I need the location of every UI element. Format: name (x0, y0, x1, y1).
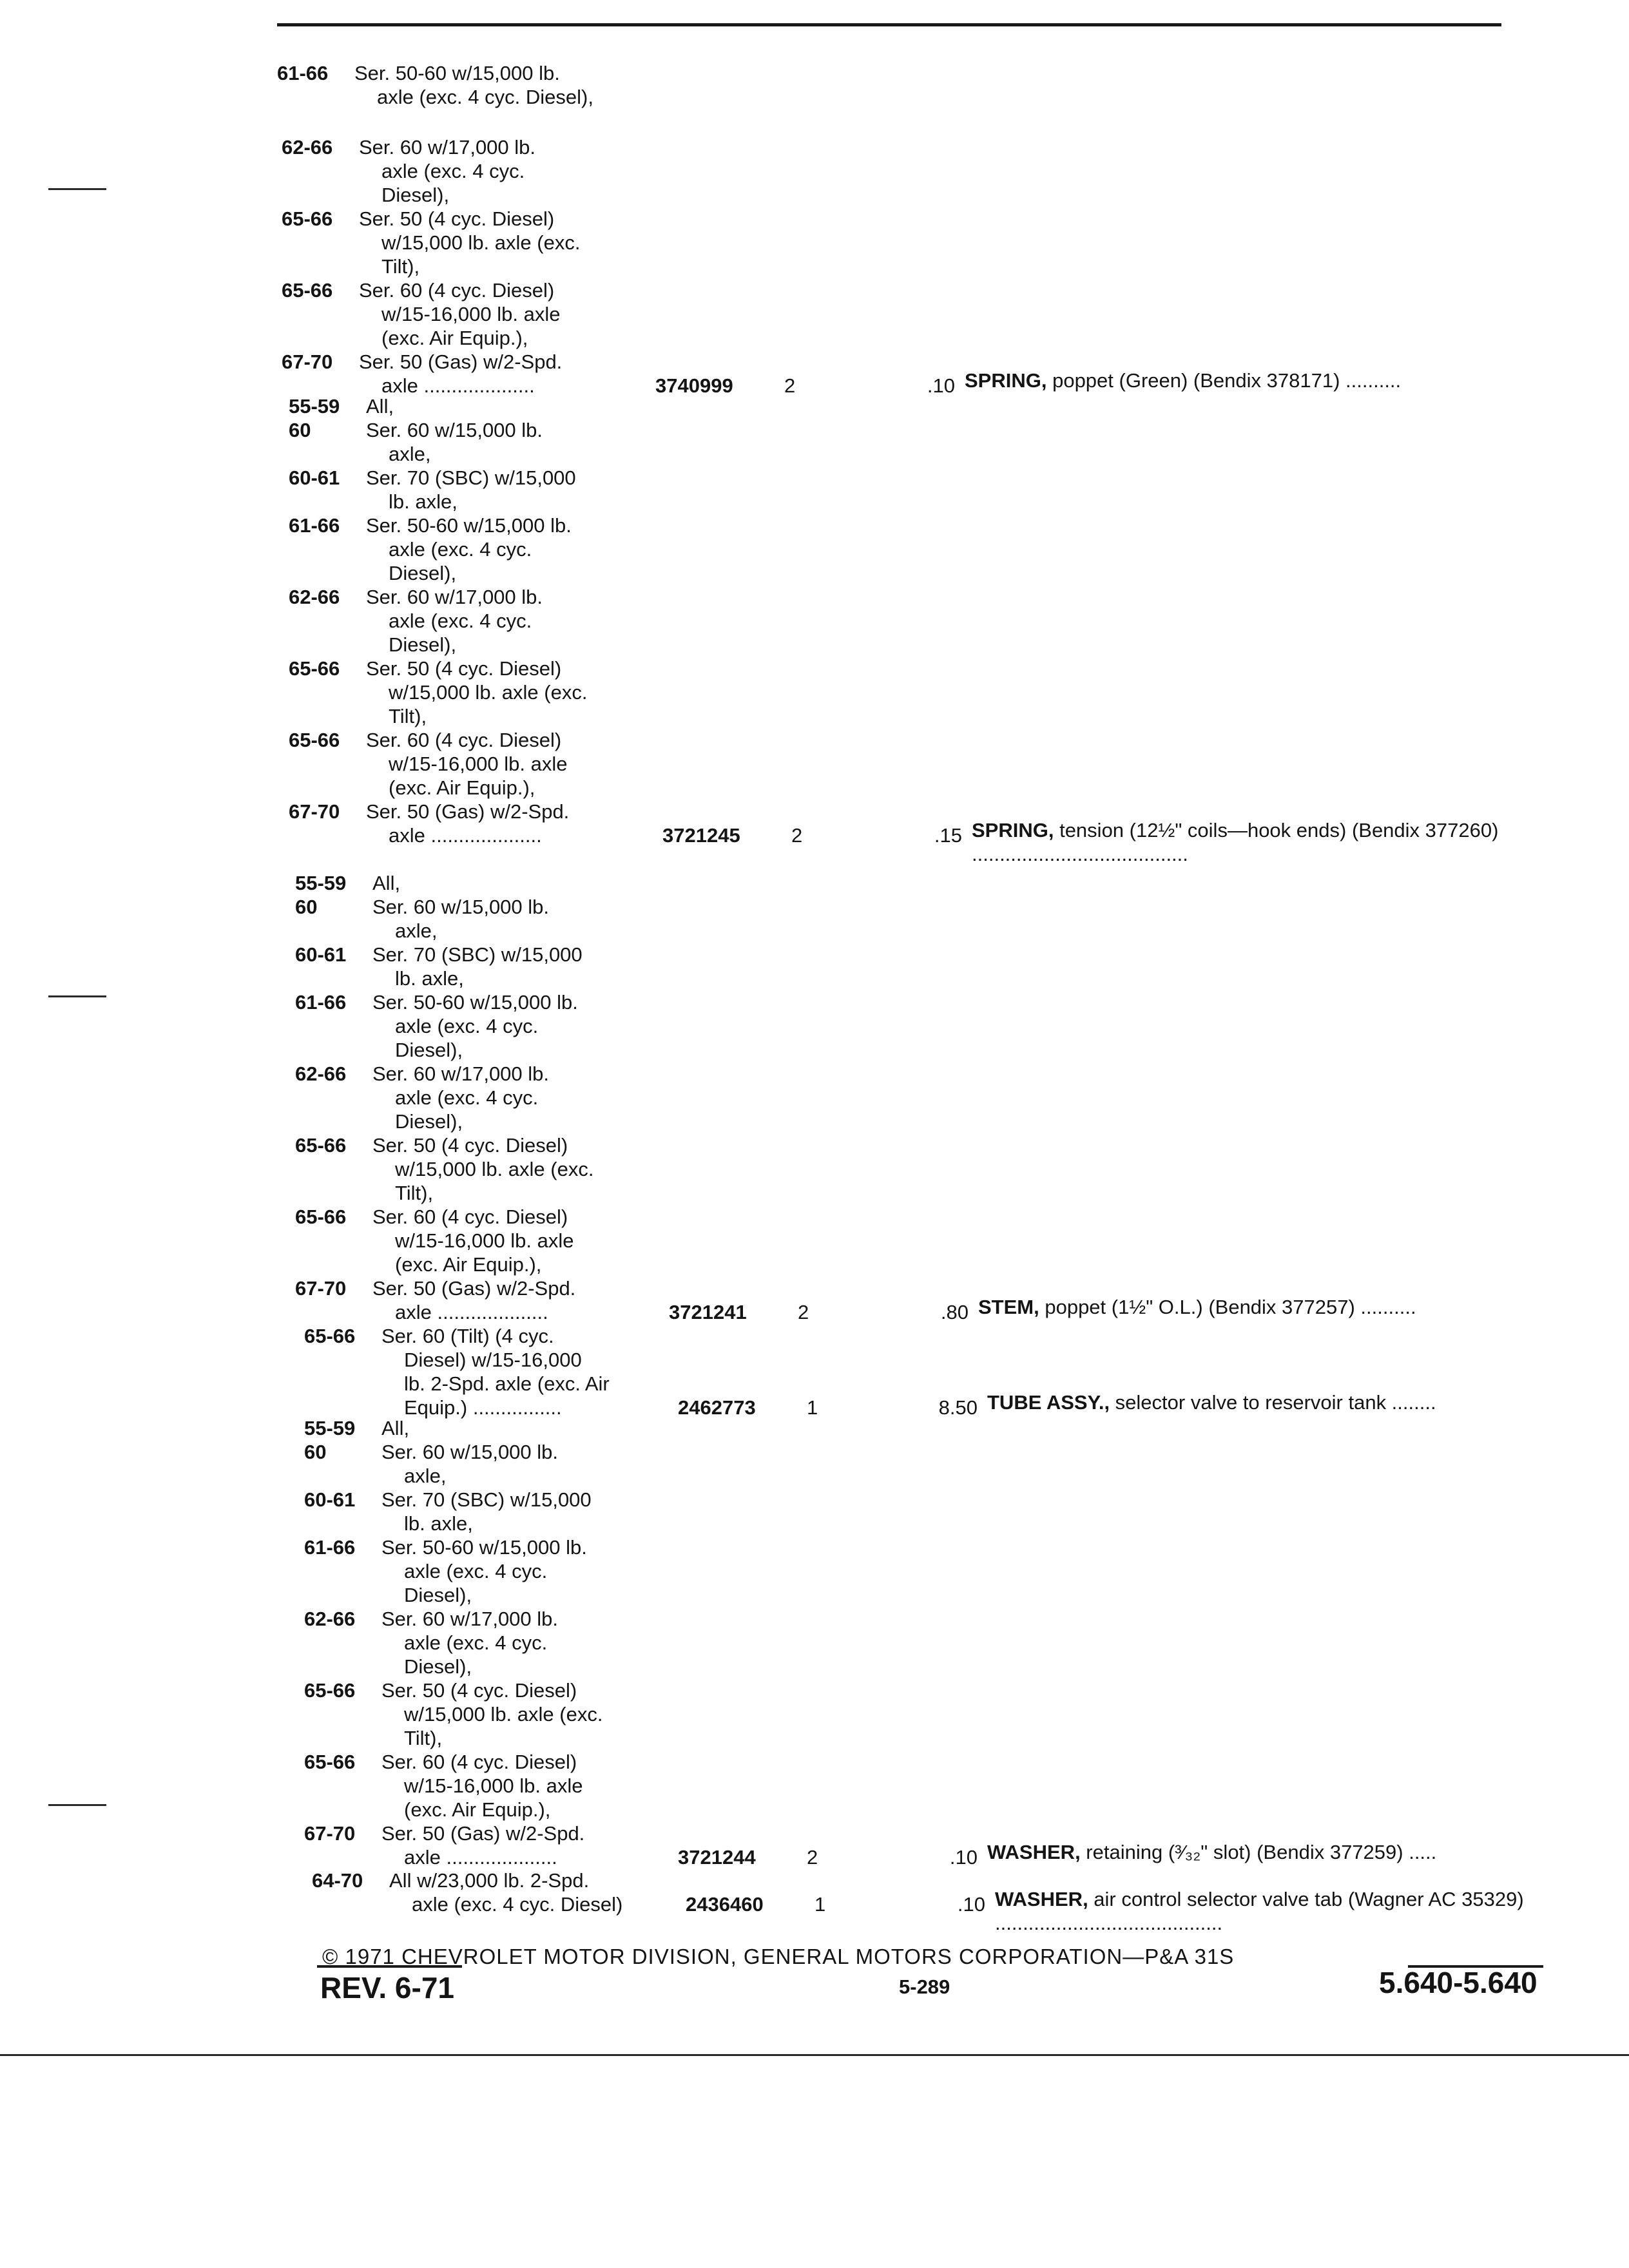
model-years: 55-59 (289, 395, 340, 418)
application-text: Ser. 50 (4 cyc. Diesel) (381, 1679, 577, 1702)
application-text: Ser. 50 (4 cyc. Diesel) (372, 1134, 568, 1157)
application-text: Ser. 60 (4 cyc. Diesel) (381, 1751, 577, 1773)
price: .10 (927, 374, 955, 397)
application-text: Ser. 50-60 w/15,000 lb. (381, 1536, 587, 1559)
part-description (995, 1887, 1575, 1935)
revision-label: REV. 6-71 (320, 1971, 454, 2004)
model-years: 65-66 (304, 1325, 356, 1347)
top-rule (277, 23, 1501, 26)
model-years: 65-66 (304, 1751, 356, 1773)
quantity: 1 (815, 1893, 826, 1916)
model-years: 62-66 (282, 136, 333, 159)
margin-mark (48, 188, 106, 190)
part-detail: poppet (1½" O.L.) (Bendix 377257) .......... (1039, 1296, 1416, 1318)
part-number: 3721245 (662, 824, 740, 847)
application-text: Ser. 60 (4 cyc. Diesel) (372, 1206, 568, 1228)
model-years: 67-70 (304, 1822, 356, 1845)
application-text: All w/23,000 lb. 2-Spd. (389, 1869, 590, 1892)
part-name: WASHER, (995, 1888, 1088, 1910)
part-description (965, 369, 1545, 392)
part-detail: tension (12½" coils—hook ends) (Bendix 377260) ....................................... (972, 819, 1499, 865)
copyright-notice: © 1971 CHEVROLET MOTOR DIVISION, GENERAL MOTORS CORPORATION—P&A 31S (322, 1945, 1235, 1968)
application-text: w/15,000 lb. axle (exc. (381, 231, 581, 254)
part-number: 2436460 (686, 1893, 764, 1916)
part-detail: retaining (³⁄₃₂" slot) (Bendix 377259) ..... (1080, 1841, 1437, 1863)
application-text: Tilt), (381, 255, 420, 278)
application-text: Tilt), (395, 1182, 434, 1204)
model-years: 60 (304, 1441, 327, 1463)
price: .10 (957, 1893, 985, 1916)
part-number: 3740999 (655, 374, 733, 397)
model-years: 65-66 (289, 657, 340, 680)
application-text: (exc. Air Equip.), (381, 327, 528, 349)
application-text: Diesel), (404, 1655, 472, 1678)
application-text: axle .................... (395, 1301, 548, 1323)
application-text: All, (381, 1417, 410, 1439)
application-text: Tilt), (404, 1727, 443, 1749)
application-text: w/15-16,000 lb. axle (395, 1229, 574, 1252)
model-years: 60 (289, 419, 311, 441)
application-text: w/15-16,000 lb. axle (381, 303, 561, 325)
application-text: Ser. 50-60 w/15,000 lb. (366, 514, 572, 537)
price: .80 (940, 1301, 969, 1323)
part-name: WASHER, (987, 1841, 1081, 1863)
model-years: 67-70 (295, 1277, 347, 1300)
application-text: axle (exc. 4 cyc. (381, 160, 525, 182)
application-text: Ser. 50-60 w/15,000 lb. (354, 62, 560, 84)
quantity: 1 (807, 1396, 818, 1419)
model-years: 60-61 (295, 943, 347, 966)
application-text: Ser. 70 (SBC) w/15,000 (381, 1488, 592, 1511)
application-text: Tilt), (389, 705, 427, 727)
application-text: Diesel), (381, 184, 450, 206)
application-text: All, (372, 872, 401, 894)
price: 8.50 (938, 1396, 978, 1419)
application-text: axle (exc. 4 cyc. (389, 610, 532, 632)
model-years: 60-61 (304, 1488, 356, 1511)
application-text: (exc. Air Equip.), (389, 776, 535, 799)
margin-mark (48, 995, 106, 997)
part-name: STEM, (978, 1296, 1039, 1318)
model-years: 62-66 (304, 1608, 356, 1630)
application-text: Equip.) ................ (404, 1396, 562, 1419)
application-text: w/15-16,000 lb. axle (404, 1774, 583, 1797)
model-years: 65-66 (295, 1206, 347, 1228)
part-detail: air control selector valve tab (Wagner AC 35329) ......................................... (995, 1888, 1524, 1934)
application-text: Diesel), (389, 633, 457, 656)
application-text: Ser. 50 (Gas) w/2-Spd. (366, 800, 570, 823)
section-number: 5.640-5.640 (1379, 1966, 1537, 1999)
application-text: Diesel), (389, 562, 457, 584)
application-text: axle .................... (404, 1846, 557, 1869)
quantity: 2 (784, 374, 796, 397)
application-text: axle (exc. 4 cyc. (404, 1560, 548, 1582)
model-years: 61-66 (289, 514, 340, 537)
part-number: 3721241 (669, 1301, 747, 1323)
application-text: axle (exc. 4 cyc. (389, 538, 532, 561)
application-text: lb. axle, (395, 967, 464, 990)
application-text: Ser. 50 (4 cyc. Diesel) (366, 657, 562, 680)
application-text: Ser. 50 (Gas) w/2-Spd. (359, 351, 563, 373)
application-text: Ser. 50-60 w/15,000 lb. (372, 991, 578, 1014)
price: .10 (949, 1846, 978, 1869)
application-text: axle, (404, 1465, 447, 1487)
application-text: Ser. 50 (4 cyc. Diesel) (359, 207, 555, 230)
model-years: 62-66 (295, 1062, 347, 1085)
model-years: 62-66 (289, 586, 340, 608)
page-number: 5-289 (899, 1975, 950, 1998)
model-years: 61-66 (277, 62, 329, 84)
model-years: 67-70 (289, 800, 340, 823)
quantity: 2 (807, 1846, 818, 1869)
application-text: Ser. 60 w/17,000 lb. (366, 586, 543, 608)
model-years: 65-66 (282, 207, 333, 230)
application-text: Ser. 70 (SBC) w/15,000 (366, 466, 576, 489)
part-name: SPRING, (972, 819, 1054, 841)
application-text: (exc. Air Equip.), (395, 1253, 542, 1276)
application-text: w/15-16,000 lb. axle (389, 753, 568, 775)
bottom-rule (0, 2054, 1629, 2056)
model-years: 60-61 (289, 466, 340, 489)
application-text: All, (366, 395, 394, 418)
part-detail: poppet (Green) (Bendix 378171) .......... (1046, 369, 1402, 392)
part-number: 3721244 (678, 1846, 756, 1869)
model-years: 67-70 (282, 351, 333, 373)
quantity: 2 (798, 1301, 809, 1323)
application-text: axle (exc. 4 cyc. (395, 1086, 539, 1109)
application-text: Ser. 60 w/17,000 lb. (372, 1062, 550, 1085)
model-years: 55-59 (295, 872, 347, 894)
application-text: Ser. 60 w/15,000 lb. (372, 896, 550, 918)
model-years: 65-66 (295, 1134, 347, 1157)
application-text: axle (exc. 4 cyc. Diesel) (412, 1893, 623, 1916)
part-description (987, 1840, 1567, 1864)
application-text: axle (exc. 4 cyc. (404, 1631, 548, 1654)
application-text: lb. 2-Spd. axle (exc. Air (404, 1372, 610, 1395)
application-text: Diesel), (395, 1110, 463, 1133)
model-years: 65-66 (282, 279, 333, 302)
model-years: 65-66 (304, 1679, 356, 1702)
margin-mark (48, 1804, 106, 1806)
application-text: w/15,000 lb. axle (exc. (389, 681, 588, 704)
price: .15 (934, 824, 962, 847)
part-description (978, 1295, 1558, 1319)
quantity: 2 (791, 824, 803, 847)
part-description (972, 818, 1552, 866)
application-text: Ser. 60 w/17,000 lb. (381, 1608, 559, 1630)
application-text: lb. axle, (389, 490, 458, 513)
application-text: Ser. 70 (SBC) w/15,000 (372, 943, 583, 966)
application-text: Ser. 60 (4 cyc. Diesel) (359, 279, 555, 302)
application-text: Diesel) w/15-16,000 (404, 1349, 582, 1371)
application-text: Ser. 50 (Gas) w/2-Spd. (381, 1822, 585, 1845)
model-years: 64-70 (312, 1869, 363, 1892)
application-text: lb. axle, (404, 1512, 473, 1535)
application-text: axle, (395, 919, 438, 942)
application-text: axle (exc. 4 cyc. Diesel), (377, 86, 593, 108)
application-text: axle .................... (381, 374, 535, 397)
part-number: 2462773 (678, 1396, 756, 1419)
application-text: Diesel), (404, 1584, 472, 1606)
application-text: Ser. 60 w/15,000 lb. (366, 419, 543, 441)
application-text: axle .................... (389, 824, 542, 847)
model-years: 55-59 (304, 1417, 356, 1439)
application-text: Ser. 50 (Gas) w/2-Spd. (372, 1277, 576, 1300)
model-years: 60 (295, 896, 318, 918)
application-text: axle (exc. 4 cyc. (395, 1015, 539, 1037)
part-name: SPRING, (965, 369, 1047, 392)
application-text: Ser. 60 w/15,000 lb. (381, 1441, 559, 1463)
model-years: 65-66 (289, 729, 340, 751)
application-text: Ser. 60 (Tilt) (4 cyc. (381, 1325, 554, 1347)
part-name: TUBE ASSY., (987, 1391, 1110, 1414)
application-text: (exc. Air Equip.), (404, 1798, 551, 1821)
application-text: Ser. 60 (4 cyc. Diesel) (366, 729, 562, 751)
model-years: 61-66 (295, 991, 347, 1014)
application-text: w/15,000 lb. axle (exc. (404, 1703, 603, 1725)
application-text: Ser. 60 w/17,000 lb. (359, 136, 536, 159)
part-detail: selector valve to reservoir tank ........ (1110, 1391, 1436, 1414)
part-description (987, 1390, 1567, 1414)
application-text: axle, (389, 443, 431, 465)
application-text: Diesel), (395, 1039, 463, 1061)
application-text: w/15,000 lb. axle (exc. (395, 1158, 594, 1180)
model-years: 61-66 (304, 1536, 356, 1559)
